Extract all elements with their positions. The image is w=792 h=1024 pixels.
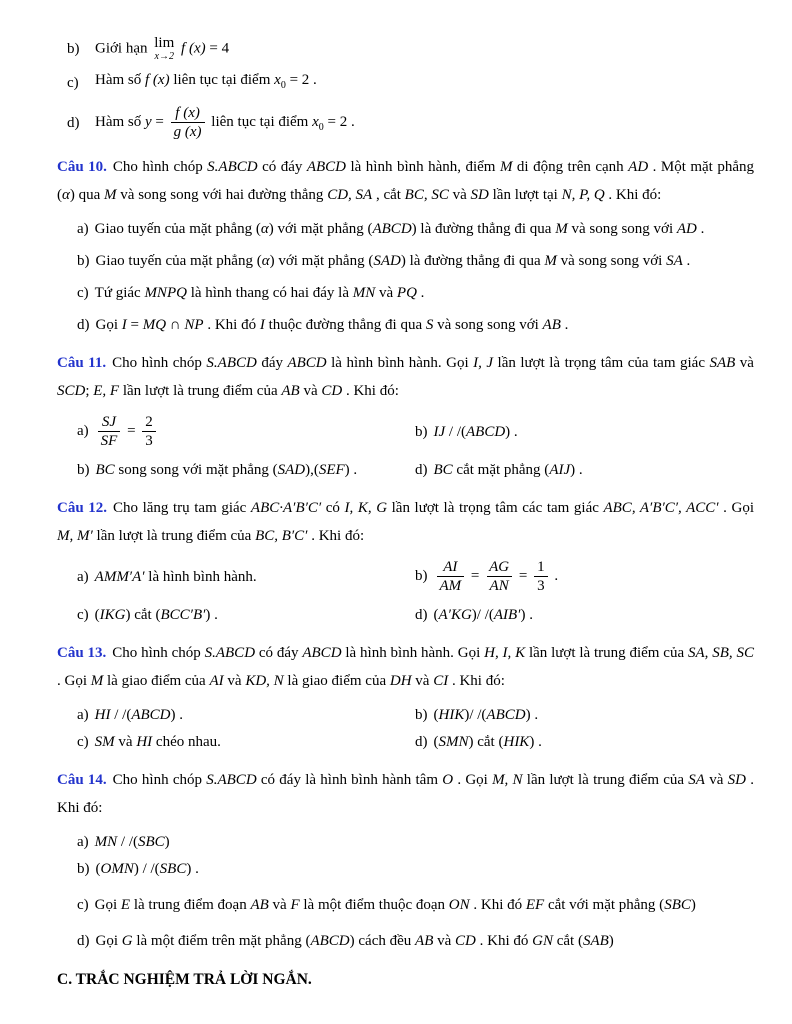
option-label: c) xyxy=(77,285,89,302)
option-row-d xyxy=(57,929,754,953)
fraction: $\frac{2}{3}$ xyxy=(142,413,156,450)
question-cau-14 xyxy=(57,766,754,953)
question-cau-13 xyxy=(57,639,754,754)
intro-item-text: Hàm số y = $\frac{f (x)}{g (x)}$ liên tục tại điểm $x_0 = 2$ . xyxy=(95,105,355,141)
option-label: d) xyxy=(77,317,90,334)
question-number: Câu 14. xyxy=(57,772,107,789)
question-number: Câu 13. xyxy=(57,645,107,662)
option-label: b) xyxy=(77,462,90,479)
intro-item-label: c) xyxy=(67,75,79,92)
option-text: (IKG) cắt (BCC′B′) . xyxy=(94,607,218,624)
option-row-cd xyxy=(57,730,754,754)
question-heading xyxy=(57,494,754,550)
fraction: $\frac{1}{3}$ xyxy=(534,558,548,595)
option-row-ab xyxy=(57,703,754,727)
question-cau-10 xyxy=(57,153,754,337)
option-label: a) xyxy=(77,568,89,585)
question-intro: Cho hình chóp S.ABCD đáy ABCD là hình bình hành. Gọi I, J lần lượt là trọng tâm của tam giác SAB và SCD; E, F lần lượt là trung điểm của AB và CD . Khi đó: xyxy=(57,355,754,400)
limit-notation: lim x→2 xyxy=(154,35,175,62)
question-number: Câu 11. xyxy=(57,355,107,372)
question-number: Câu 10. xyxy=(57,159,107,176)
option-row-bd xyxy=(57,458,754,482)
option-text: (SMN) cắt (HIK) . xyxy=(433,734,542,751)
fraction: $\frac{AI}{AM}$ xyxy=(437,558,465,595)
option-label: d) xyxy=(415,734,428,751)
option-text: MN / /(SBC) xyxy=(94,834,170,851)
option-label: d) xyxy=(415,462,428,479)
fraction: $\frac{f (x)}{g (x)}$ xyxy=(171,104,205,141)
option-label: b) xyxy=(415,423,428,440)
intro-list xyxy=(57,36,754,141)
fraction: $\frac{SJ}{SF}$ xyxy=(98,413,121,450)
question-intro: Cho lăng trụ tam giác ABC·A′B′C′ có I, K, G lần lượt là trọng tâm các tam giác ABC, A′B′C′, ACC′ . Gọi M, M′ lần lượt là trung điểm của BC, B′C′ . Khi đó: xyxy=(57,500,755,545)
option-text: Tứ giác MNPQ là hình thang có hai đáy là MN và PQ . xyxy=(94,285,425,302)
option-text: $\frac{AI}{AM}$ = $\frac{AG}{AN}$ = $\frac{1}{3}$ . xyxy=(434,568,559,584)
option-text: Giao tuyến của mặt phẳng (α) với mặt phẳng (SAD) là đường thẳng đi qua M và song song với SA . xyxy=(95,253,691,270)
option-label: b) xyxy=(77,253,90,270)
option-label: c) xyxy=(77,897,89,914)
option-text: $\frac{SJ}{SF}$ = $\frac{2}{3}$ xyxy=(95,423,159,439)
question-intro: Cho hình chóp S.ABCD có đáy ABCD là hình bình hành. Gọi H, I, K lần lượt là trung điểm của SA, SB, SC . Gọi M là giao điểm của AI và KD, N là giao điểm của DH và CI . Khi đó: xyxy=(57,645,754,690)
question-heading xyxy=(57,639,754,695)
intro-item-c xyxy=(57,68,754,98)
option-row-ab xyxy=(57,413,754,450)
option-label: a) xyxy=(77,834,89,851)
option-row-b xyxy=(57,249,754,273)
option-label: a) xyxy=(77,707,89,724)
option-label: c) xyxy=(77,734,89,751)
intro-item-d xyxy=(57,104,754,141)
option-label: d) xyxy=(77,933,90,950)
option-row-cd xyxy=(57,603,754,627)
option-label: a) xyxy=(77,423,89,440)
question-intro: Cho hình chóp S.ABCD có đáy là hình bình hành tâm O . Gọi M, N lần lượt là trung điểm của SA và SD . Khi đó: xyxy=(57,772,754,817)
option-row-a xyxy=(57,217,754,241)
question-cau-12 xyxy=(57,494,754,627)
question-intro: Cho hình chóp S.ABCD có đáy ABCD là hình bình hành, điểm M di động trên cạnh AD . Một mặt phẳng (α) qua M và song song với hai đường thẳng CD, SA , cắt BC, SC và SD lần lượt tại N, P, Q . Khi đó: xyxy=(57,159,754,204)
option-text: Gọi G là một điểm trên mặt phẳng (ABCD) cách đều AB và CD . Khi đó GN cắt (SAB) xyxy=(95,933,614,950)
question-heading xyxy=(57,153,754,209)
section-c-title: C. TRẮC NGHIỆM TRẢ LỜI NGẮN. xyxy=(57,971,312,989)
fraction: $\frac{AG}{AN}$ xyxy=(486,558,512,595)
option-label: a) xyxy=(77,221,89,238)
question-heading xyxy=(57,349,754,405)
option-text: AMM′A′ là hình bình hành. xyxy=(94,568,257,585)
option-text: IJ / /(ABCD) . xyxy=(433,423,518,440)
option-text: SM và HI chéo nhau. xyxy=(94,734,221,751)
question-heading xyxy=(57,766,754,822)
option-label: c) xyxy=(77,607,89,624)
question-number: Câu 12. xyxy=(57,500,108,517)
option-text: Giao tuyến của mặt phẳng (α) với mặt phẳng (ABCD) là đường thẳng đi qua M và song song với AD . xyxy=(94,221,705,238)
intro-item-text: Giới hạn lim x→2 f (x) = 4 xyxy=(95,35,230,62)
option-text: BC song song với mặt phẳng (SAD),(SEF) . xyxy=(95,462,358,479)
option-row-b xyxy=(57,857,754,881)
option-text: BC cắt mặt phẳng (AIJ) . xyxy=(433,462,583,479)
option-row-ab xyxy=(57,558,754,595)
option-text: Gọi I = MQ ∩ NP . Khi đó I thuộc đường thẳng đi qua S và song song với AB . xyxy=(95,317,569,334)
option-label: d) xyxy=(415,607,428,624)
question-cau-11 xyxy=(57,349,754,482)
option-text: (A′KG)/ /(AIB′) . xyxy=(433,607,533,624)
option-label: b) xyxy=(77,861,90,878)
option-row-a xyxy=(57,830,754,854)
option-text: (HIK)/ /(ABCD) . xyxy=(433,707,539,724)
option-label: b) xyxy=(415,707,428,724)
option-row-c xyxy=(57,893,754,917)
option-row-c xyxy=(57,281,754,305)
intro-item-b xyxy=(57,36,754,62)
option-row-d xyxy=(57,313,754,337)
option-text: Gọi E là trung điểm đoạn AB và F là một điểm thuộc đoạn ON . Khi đó EF cắt với mặt phẳng (SBC) xyxy=(94,897,696,914)
option-label: b) xyxy=(415,568,428,585)
intro-item-text: Hàm số f (x) liên tục tại điểm $x_0 = 2$ . xyxy=(95,72,317,92)
intro-item-label: b) xyxy=(67,41,80,58)
option-text: HI / /(ABCD) . xyxy=(94,707,183,724)
option-text: (OMN) / /(SBC) . xyxy=(95,861,199,878)
intro-item-label: d) xyxy=(67,114,80,131)
